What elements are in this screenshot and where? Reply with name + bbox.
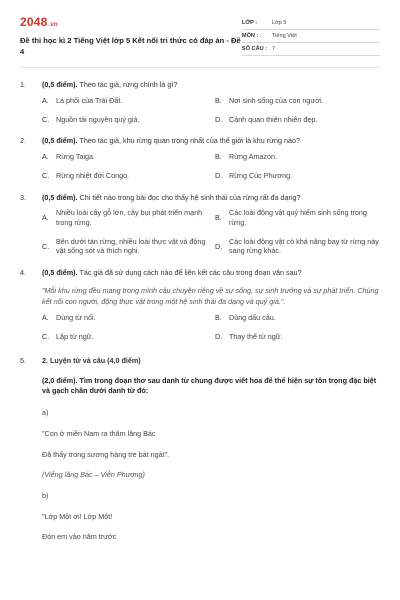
poem-line: Đón em vào năm trước (42, 532, 117, 542)
meta-key: SỐ CÂU : (241, 46, 268, 53)
options-grid (42, 313, 380, 341)
meta-key: MÔN : (241, 33, 259, 40)
option-letter: A. (42, 95, 49, 105)
option-text: Các loài động vật quý hiếm sinh sống trong rừng. (229, 208, 367, 227)
option-letter: C. (42, 332, 50, 342)
question-points: (0,5 điểm). (42, 80, 78, 90)
meta-value: 7 (271, 46, 276, 53)
question-number: 4. (20, 268, 26, 278)
question-text (42, 268, 380, 278)
poem-line: Đã thấy trong sương hàng tre bát ngát". (42, 449, 170, 459)
question-points: (0,5 điểm). (42, 136, 78, 146)
question-text (42, 80, 380, 90)
question-prompt: Chi tiết nào trong bài đọc cho thấy hệ sinh thái của rừng rất đa dạng? (77, 192, 301, 202)
poem-line: a) (42, 408, 49, 418)
options-grid (42, 96, 380, 124)
option-b[interactable] (215, 208, 380, 227)
meta-table (242, 17, 380, 56)
option-text: Rừng Cúc Phương. (229, 170, 293, 180)
site-logo[interactable] (20, 14, 242, 30)
option-text: Dùng từ nối. (56, 313, 96, 323)
options-grid (42, 152, 380, 180)
option-text: Các loài động vật có khả năng bay từ rừng này sang rừng khác. (229, 236, 379, 256)
question-prompt: Tác giả đã sử dụng cách nào để liên kết các câu trong đoạn văn sau? (77, 268, 302, 278)
option-letter: D. (215, 332, 223, 342)
question-points: (0,5 điểm). (42, 268, 78, 278)
option-text: Rừng nhiệt đới Congo. (56, 170, 130, 180)
question-prompt: Theo tác giả, rừng chính là gì? (77, 80, 178, 90)
option-letter: A. (42, 213, 49, 223)
question-points: (0,5 điểm). (42, 192, 78, 202)
option-a[interactable] (42, 96, 207, 106)
options-grid (42, 208, 380, 256)
header-left (20, 14, 242, 57)
option-text: Thay thế từ ngữ. (229, 332, 283, 342)
poem-line: b) (42, 491, 49, 501)
logo-main: 2048 (20, 15, 48, 29)
question-number: 3. (20, 192, 26, 202)
option-d[interactable] (215, 237, 380, 256)
option-letter: D. (215, 170, 223, 180)
option-text: Bên dưới tán rừng, nhiều loài thực vật và động vật sống sót và thích nghi. (56, 236, 206, 256)
option-letter: D. (215, 241, 223, 251)
option-letter: C. (42, 114, 50, 124)
question-quote: "Mỗi khu rừng đều mang trong mình câu chuyện riêng về sự sống, sự sinh trưởng và sự phát triển. Chúng kết nối con người, động thực vật trong một hệ sinh thái đa dạng và quý giá.". (42, 285, 379, 306)
meta-row-subject (242, 30, 380, 43)
option-c[interactable] (42, 332, 207, 342)
question-number: 5. (20, 355, 26, 365)
option-c[interactable] (42, 171, 207, 181)
question-2 (20, 136, 380, 180)
question-number: 2. (20, 136, 26, 146)
question-4 (20, 268, 380, 342)
meta-value: Tiếng Việt (271, 33, 297, 40)
page-title: Đề thi học kì 2 Tiếng Việt lớp 5 Kết nối tri thức có đáp án - Đề 4 (20, 36, 241, 57)
option-letter: A. (42, 313, 49, 323)
option-letter: D. (215, 114, 223, 124)
meta-value: Lớp 5 (271, 20, 287, 27)
question-3 (20, 193, 380, 257)
option-c[interactable] (42, 237, 207, 256)
option-c[interactable] (42, 115, 207, 125)
option-b[interactable] (215, 152, 380, 162)
option-text: Lá phổi của Trái Đất. (56, 95, 123, 105)
option-letter: B. (215, 95, 222, 105)
option-d[interactable] (215, 171, 380, 181)
option-a[interactable] (42, 313, 207, 323)
question-text (42, 193, 380, 203)
option-a[interactable] (42, 152, 207, 162)
option-text: Rừng Amazon. (229, 152, 277, 162)
section-title: 2. Luyện từ và câu (4,0 điểm) (42, 355, 141, 365)
option-letter: C. (42, 170, 50, 180)
question-1 (20, 80, 380, 124)
option-text: Nguồn tài nguyên quý giá. (56, 114, 140, 124)
option-b[interactable] (215, 96, 380, 106)
option-text: Rừng Taiga. (56, 152, 96, 162)
poem-line: "Lớp Một ơi! Lớp Một! (42, 511, 113, 521)
question-5 (20, 356, 380, 542)
option-letter: B. (215, 313, 222, 323)
option-a[interactable] (42, 208, 207, 227)
option-b[interactable] (215, 313, 380, 323)
meta-key: LỚP : (241, 20, 258, 27)
meta-row-count (242, 43, 380, 56)
question-number: 1. (20, 80, 26, 90)
question-prompt: (2,0 điểm). Tìm trong đoạn thơ sau danh từ chung được viết hoa để thể hiện sự tôn trọng đặc biệt và gạch chân dưới danh từ đó: (42, 375, 377, 396)
header-divider (20, 67, 380, 68)
option-text: Nhiều loài cây gỗ lớn, cây bụi phát triển mạnh trong rừng. (56, 208, 203, 227)
option-letter: B. (215, 152, 222, 162)
option-d[interactable] (215, 115, 380, 125)
option-letter: A. (42, 152, 49, 162)
meta-row-class (242, 17, 380, 30)
option-d[interactable] (215, 332, 380, 342)
option-letter: B. (215, 213, 222, 223)
question-text (42, 136, 380, 146)
document-header (20, 14, 380, 57)
option-text: Lặp từ ngữ. (56, 332, 94, 342)
logo-suffix: .vn (48, 22, 58, 28)
poem-line: "Con ở miền Nam ra thăm lăng Bác (42, 428, 156, 438)
question-prompt: Theo tác giả, khu rừng quan trọng nhất của thế giới là khu rừng nào? (77, 136, 300, 146)
poem-source: (Viếng lăng Bác – Viễn Phương) (42, 470, 145, 480)
option-text: Nơi sinh sống của con người. (229, 95, 324, 105)
option-letter: C. (42, 241, 50, 251)
option-text: Dùng dấu câu. (229, 313, 276, 323)
option-text: Cảnh quan thiên nhiên đẹp. (229, 114, 318, 124)
